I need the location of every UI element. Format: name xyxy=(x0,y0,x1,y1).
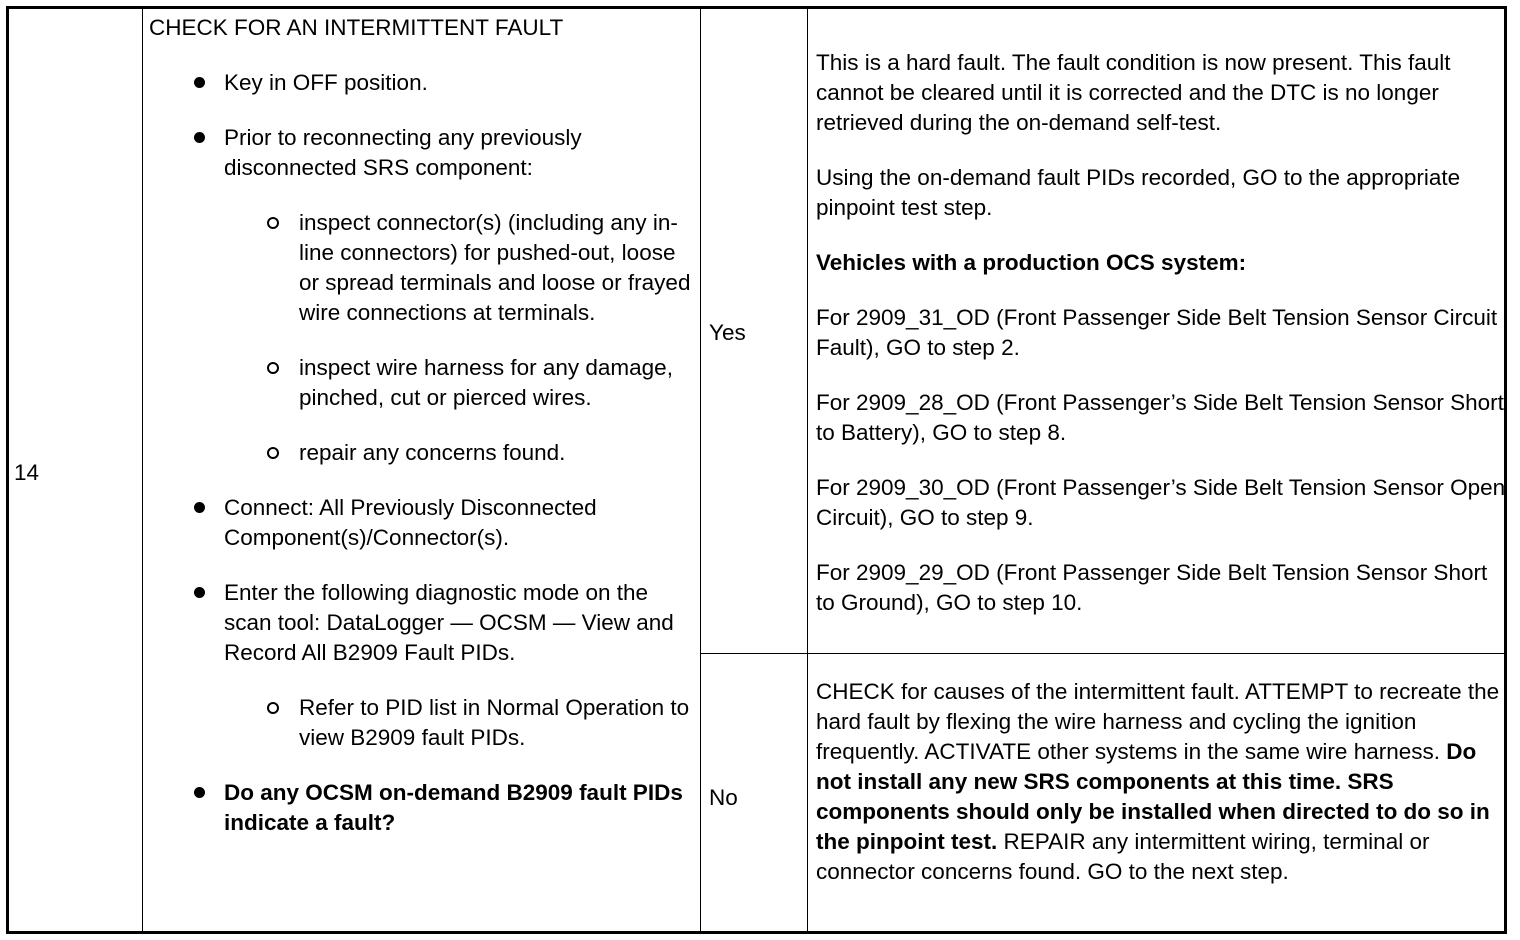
action-item xyxy=(149,123,694,468)
step-number: 14 xyxy=(14,460,40,485)
action-item xyxy=(149,578,694,753)
yes-item: For 2909_29_OD (Front Passenger Side Belt Tension Sensor Short to Ground), GO to step 10. xyxy=(816,560,1488,615)
test-step-actions xyxy=(149,13,694,838)
yes-label: Yes xyxy=(709,320,746,345)
action-item xyxy=(149,778,694,838)
sub-action-item: Refer to PID list in Normal Operation to view B2909 fault PIDs. xyxy=(224,693,694,753)
action-text: Key in OFF position. xyxy=(224,70,428,95)
yes-item: For 2909_28_OD (Front Passenger’s Side Belt Tension Sensor Short to Battery), GO to step 8. xyxy=(816,390,1504,445)
no-warning: Do not install any new SRS components at this time. SRS components should only be installed when directed to do so in the pinpoint test. xyxy=(816,739,1490,854)
sub-action-item: repair any concerns found. xyxy=(224,438,694,468)
yes-paragraph: This is a hard fault. The fault condition is now present. This fault cannot be cleared until it is corrected and the DTC is no longer retrieved during the on-demand self-test. xyxy=(816,50,1451,135)
diagnostic-table xyxy=(6,6,1507,934)
yes-heading: Vehicles with a production OCS system: xyxy=(816,250,1247,275)
sub-action-list xyxy=(224,693,694,753)
sub-action-item: inspect wire harness for any damage, pinched, cut or pierced wires. xyxy=(224,353,694,413)
yes-item: For 2909_31_OD (Front Passenger Side Belt Tension Sensor Circuit Fault), GO to step 2. xyxy=(816,305,1498,360)
column-divider xyxy=(142,9,143,931)
column-divider xyxy=(700,9,701,931)
sub-action-item: inspect connector(s) (including any in-line connectors) for pushed-out, loose or spread terminals and loose or frayed wire connections at terminals. xyxy=(224,208,694,328)
no-text: REPAIR any intermittent wiring, terminal or connector concerns found. GO to the next step. xyxy=(816,829,1430,884)
yes-paragraph: Using the on-demand fault PIDs recorded, GO to the appropriate pinpoint test step. xyxy=(816,165,1461,220)
sub-action-list xyxy=(224,208,694,468)
no-result xyxy=(816,677,1506,887)
action-item xyxy=(149,493,694,553)
row-divider xyxy=(700,653,1504,654)
action-text: Connect: All Previously Disconnected Component(s)/Connector(s). xyxy=(224,495,597,550)
yes-item: For 2909_30_OD (Front Passenger’s Side Belt Tension Sensor Open Circuit), GO to step 9. xyxy=(816,475,1506,530)
question-text: Do any OCSM on-demand B2909 fault PIDs indicate a fault? xyxy=(224,780,683,835)
yes-result xyxy=(816,48,1506,643)
no-text: CHECK for causes of the intermittent fault. ATTEMPT to recreate the hard fault by flexing the wire harness and cycling the ignition frequently. ACTIVATE other systems in the same wire harness. xyxy=(816,679,1500,764)
column-divider xyxy=(807,9,808,931)
step-title: CHECK FOR AN INTERMITTENT FAULT xyxy=(149,15,564,40)
no-paragraph xyxy=(816,677,1506,887)
action-text: Enter the following diagnostic mode on the scan tool: DataLogger — OCSM — View and Record All B2909 Fault PIDs. xyxy=(224,580,674,665)
action-item xyxy=(149,68,694,98)
action-list xyxy=(149,68,694,838)
action-text: Prior to reconnecting any previously disconnected SRS component: xyxy=(224,125,582,180)
no-label: No xyxy=(709,785,738,810)
